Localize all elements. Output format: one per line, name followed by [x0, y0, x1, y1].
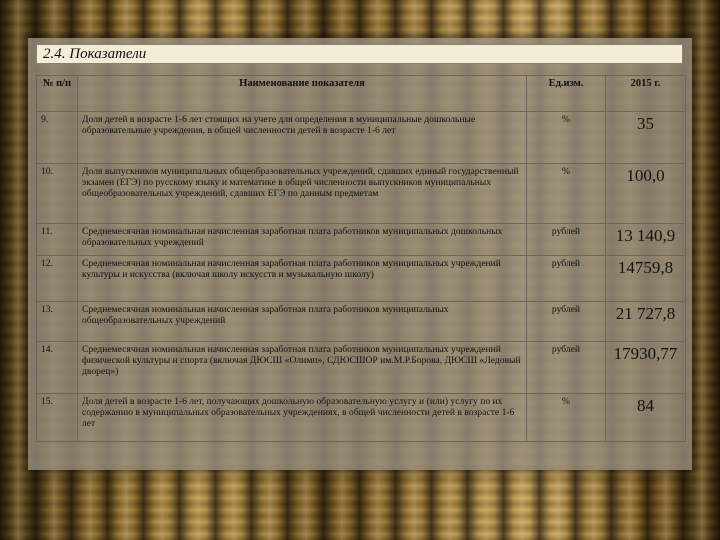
row-value: 14759,8: [617, 258, 674, 277]
row-value: 21 727,8: [615, 304, 676, 323]
row-name: Среднемесячная номинальная начисленная заработная плата работников муниципальных дошкольных образовательных учреждений: [78, 224, 527, 256]
row-unit: рублей: [527, 342, 606, 394]
table-row: [37, 112, 686, 164]
table-row: [37, 342, 686, 394]
row-name: Среднемесячная номинальная начисленная заработная плата работников муниципальных учреждений культуры и искусства (включая школу искусств и музыкальную школу): [78, 256, 527, 302]
row-value: 17930,77: [613, 344, 678, 363]
row-num: 9.: [37, 112, 78, 164]
table-row: [37, 224, 686, 256]
row-num: 12.: [37, 256, 78, 302]
table-row: [37, 302, 686, 342]
row-value: 35: [637, 114, 654, 133]
indicators-table: [36, 75, 686, 442]
row-unit: рублей: [527, 224, 606, 256]
row-unit: рублей: [527, 302, 606, 342]
row-value: 13 140,9: [615, 226, 676, 245]
row-num: 14.: [37, 342, 78, 394]
row-unit: %: [527, 394, 606, 442]
row-unit: %: [527, 164, 606, 224]
header-num: № п/п: [37, 76, 78, 112]
table-row: [37, 394, 686, 442]
header-year: 2015 г.: [606, 76, 686, 112]
table-header-row: [37, 76, 686, 112]
table-row: [37, 164, 686, 224]
row-num: 15.: [37, 394, 78, 442]
row-name: Доля детей в возрасте 1-6 лет стоящих на учете для определения в муниципальные дошкольные образовательные учреждения, в общей численности детей в возрасте 1-6 лет: [78, 112, 527, 164]
row-name: Доля детей в возрасте 1-6 лет, получающих дошкольную образовательную услугу и (или) услугу по их содержанию в муниципальных образовательных учреждениях, в общей численности детей в возрасте 1-6 лет: [78, 394, 527, 442]
row-unit: %: [527, 112, 606, 164]
row-num: 13.: [37, 302, 78, 342]
row-name: Среднемесячная номинальная начисленная заработная плата работников муниципальных учреждений физической культуры и спорта (включая ДЮСШ «Олимп», СДЮСШОР им.М.Р.Борова, ДЮСШ «Ледовый дворец»): [78, 342, 527, 394]
header-name: Наименование показателя: [78, 76, 527, 112]
row-name: Доля выпускников муниципальных общеобразовательных учреждений, сдавших единый государственный экзамен (ЕГЭ) по русскому языку и математике в общей численности выпускников муниципальных общеобразовательных учреждений, сдавших ЕГЭ по данным предметам: [78, 164, 527, 224]
row-num: 11.: [37, 224, 78, 256]
row-value: 100,0: [626, 166, 665, 185]
row-unit: рублей: [527, 256, 606, 302]
row-name: Среднемесячная номинальная начисленная заработная плата работников муниципальных общеобразовательных учреждений: [78, 302, 527, 342]
row-num: 10.: [37, 164, 78, 224]
table-row: [37, 256, 686, 302]
row-value: 84: [637, 396, 654, 415]
section-title: 2.4. Показатели: [36, 44, 683, 64]
header-unit: Ед.изм.: [527, 76, 606, 112]
